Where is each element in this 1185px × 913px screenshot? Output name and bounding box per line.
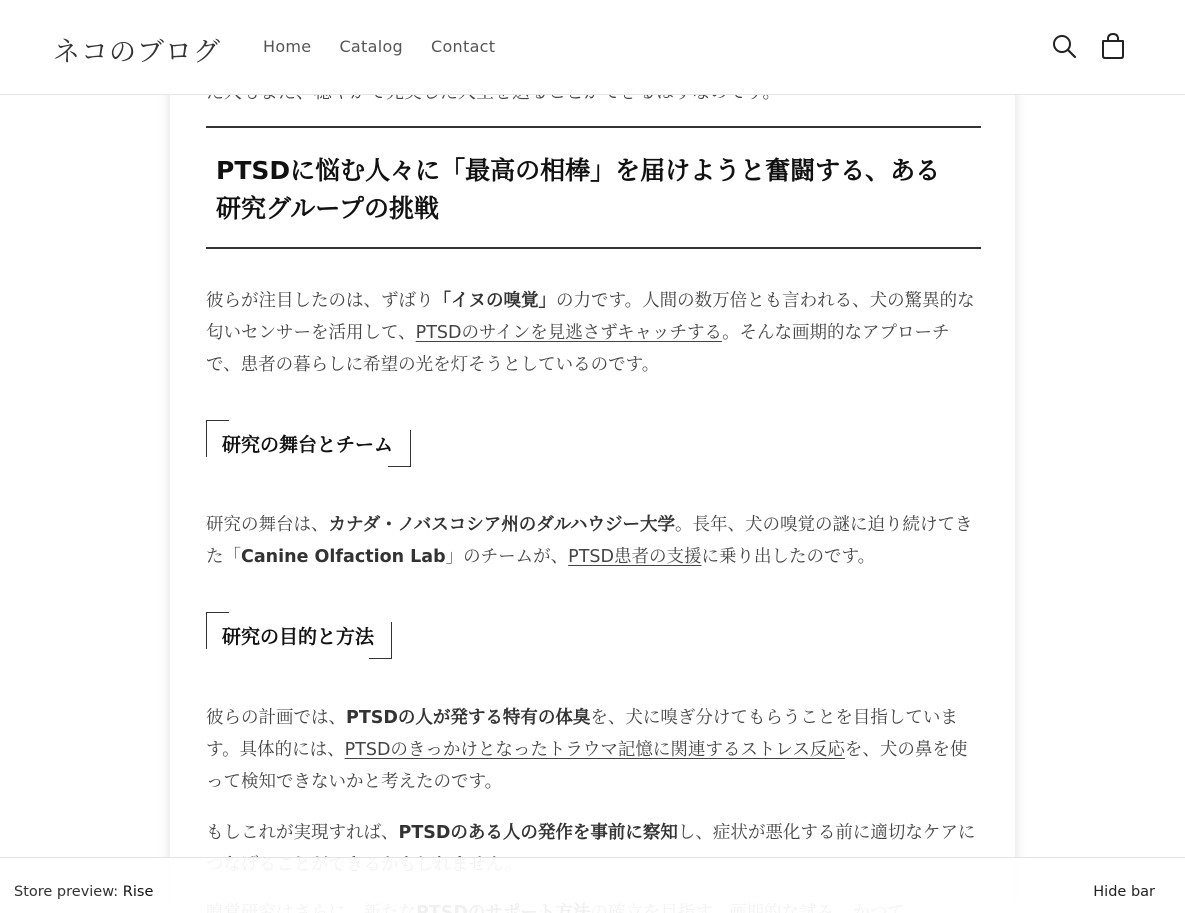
site-logo[interactable]: ネコのブログ — [53, 37, 221, 68]
nav-contact[interactable]: Contact — [431, 37, 496, 56]
store-name: Rise — [122, 884, 154, 900]
article-heading-box — [206, 126, 981, 249]
section-heading-1: 研究の舞台とチーム — [206, 420, 411, 467]
paragraph-4: もしこれが実現すれば、PTSDのある人の発作を事前に察知し、症状が悪化する前に適切なケアに — [206, 823, 976, 843]
nav-home[interactable]: Home — [263, 37, 312, 56]
section-heading-2: 研究の目的と方法 — [206, 612, 392, 659]
search-icon[interactable] — [1050, 32, 1078, 60]
link-trauma-stress[interactable]: PTSDのきっかけとなったトラウマ記憶に関連するストレス反応 — [344, 740, 845, 760]
cart-icon[interactable] — [1099, 32, 1127, 60]
hide-bar-button[interactable]: Hide bar — [1093, 884, 1155, 900]
nav-catalog[interactable]: Catalog — [339, 37, 403, 56]
paragraph-2: 研究の舞台は、カナダ・ノバスコシア州のダルハウジー大学。長年、犬の嗅覚の謎に迫り続けてきた「Canine Olfaction Lab」のチームが、PTSD患者の支援に乗り出したのです。 — [206, 515, 973, 567]
link-ptsd-sign[interactable]: PTSDのサインを見逃さずキャッチする — [415, 323, 723, 343]
article-card — [170, 0, 1015, 913]
main-nav — [263, 37, 495, 56]
link-ptsd-support[interactable]: PTSD患者の支援 — [568, 547, 702, 567]
article-heading: PTSDに悩む人々に「最高の相棒」を届けようと奮闘する、ある研究グループの挑戦 — [216, 156, 941, 223]
store-preview-label: Store preview: Rise — [14, 884, 154, 900]
paragraph-3: 彼らの計画では、PTSDの人が発する特有の体臭を、犬に嗅ぎ分けてもらうことを目指しています。具体的には、PTSDのきっかけとなったトラウマ記憶に関連するストレス反応を、犬の鼻を使って検知できないかと考えたのです。 — [206, 708, 968, 792]
paragraph-1: 彼らが注目したのは、ずばり「イヌの嗅覚」の力です。人間の数万倍とも言われる、犬の驚異的な匂いセンサーを活用して、PTSDのサインを見逃さずキャッチする。そんな画期的なアプローチで、患者の暮らしに希望の光を灯そうとしているのです。 — [206, 291, 975, 375]
site-header — [0, 0, 1185, 95]
store-preview-bar — [0, 857, 1185, 913]
